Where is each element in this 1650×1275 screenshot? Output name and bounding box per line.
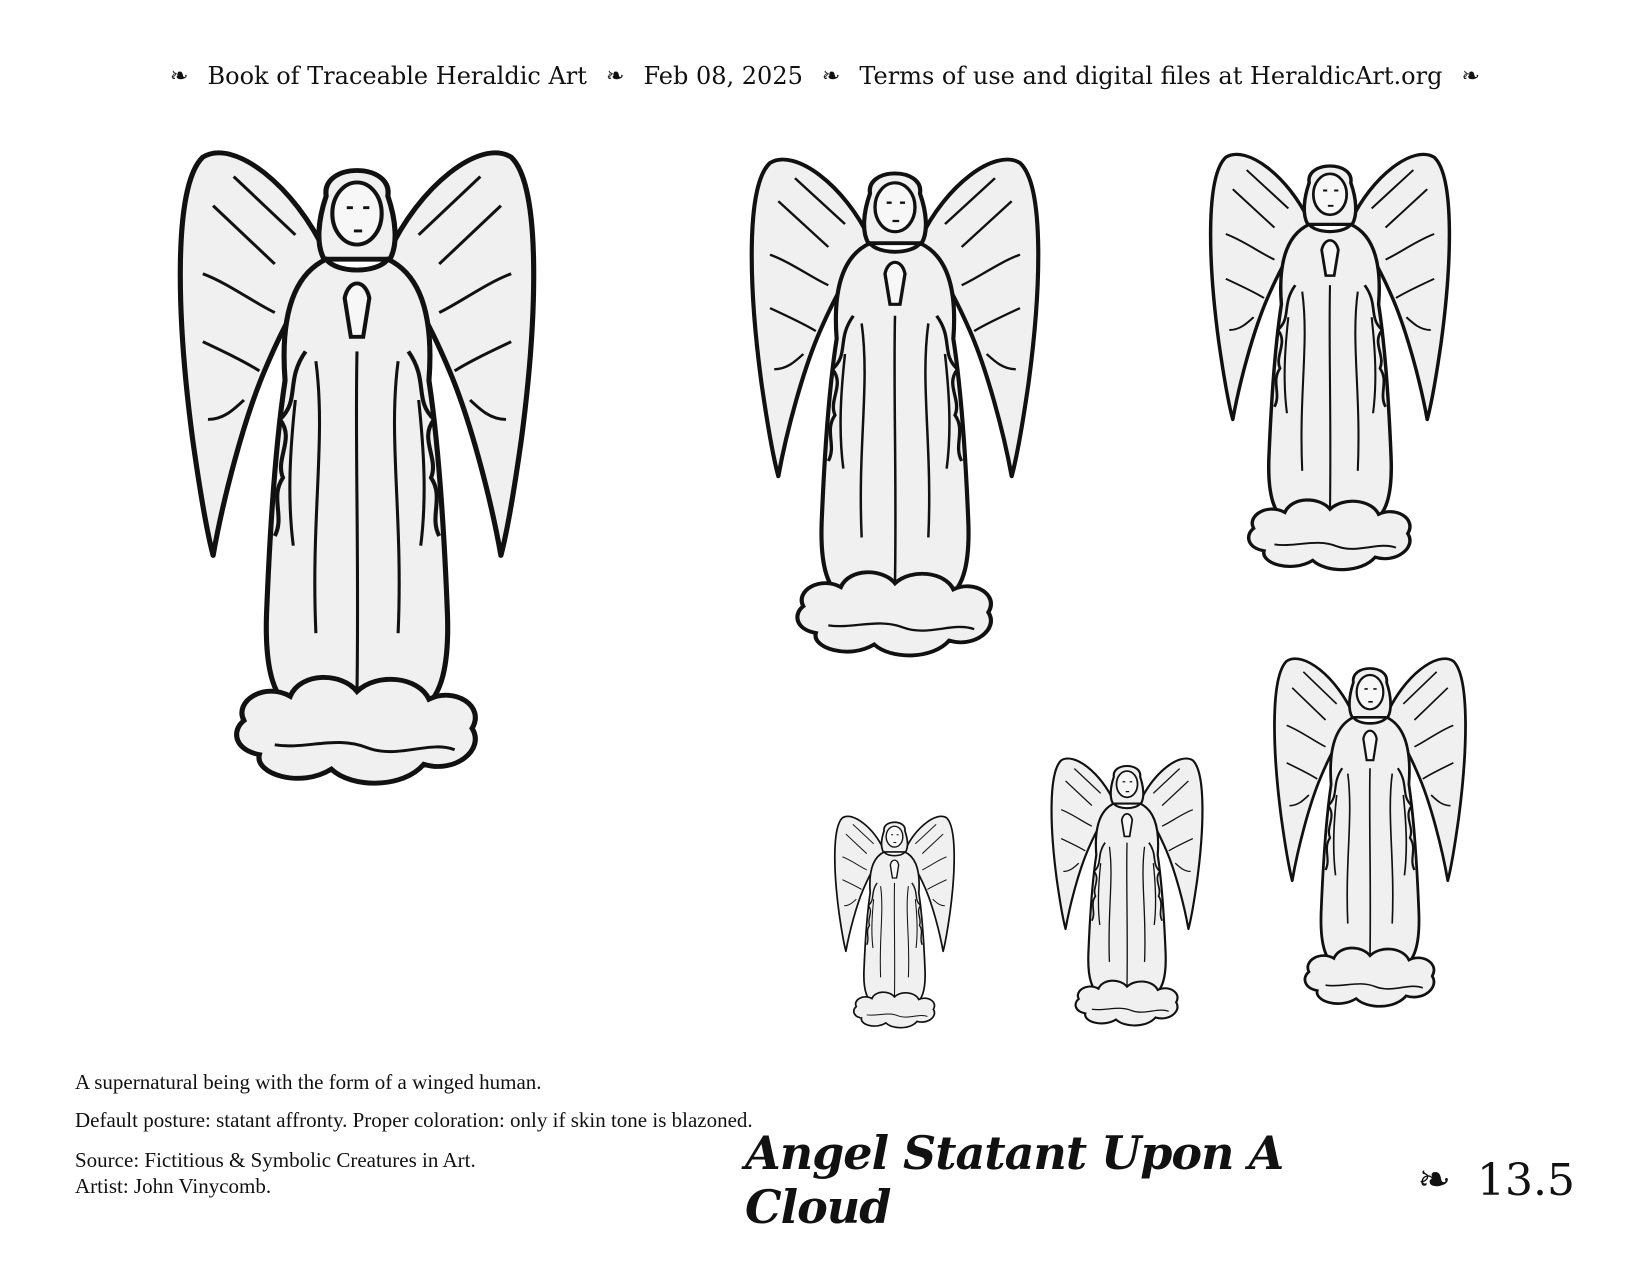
fleuron-icon: ❧ xyxy=(1461,63,1480,89)
fleuron-icon: ❧ xyxy=(605,63,625,89)
angel-small-icon xyxy=(1270,645,1470,1020)
angel-medium-illustration xyxy=(745,140,1045,675)
book-title: Book of Traceable Heraldic Art xyxy=(207,62,587,90)
page-header xyxy=(170,58,1480,94)
terms-text: Terms of use and digital files at HeraldicArt.org xyxy=(859,62,1443,90)
angel-small-illustration xyxy=(1270,645,1470,1020)
angel-smaller-icon xyxy=(1048,748,1206,1036)
angel-medium-small-illustration xyxy=(1205,138,1455,586)
angel-smaller-illustration xyxy=(1048,748,1206,1036)
description-line-1: A supernatural being with the form of a winged human. xyxy=(75,1070,542,1094)
plate-number: 13.5 xyxy=(1477,1154,1575,1206)
angel-medium-small-icon xyxy=(1205,138,1455,586)
angel-tiny-illustration xyxy=(832,808,957,1036)
source-line: Source: Fictitious & Symbolic Creatures in Art. xyxy=(75,1148,476,1172)
fleuron-icon: ❧ xyxy=(821,63,841,89)
angel-large-icon xyxy=(172,128,542,808)
angel-large-illustration xyxy=(172,128,542,808)
header-date: Feb 08, 2025 xyxy=(643,62,803,90)
artist-line: Artist: John Vinycomb. xyxy=(75,1174,272,1198)
angel-tiny-icon xyxy=(832,808,957,1036)
description-line-2: Default posture: statant affronty. Proper coloration: only if skin tone is blazoned. xyxy=(75,1108,753,1132)
plate-title xyxy=(745,1126,1575,1234)
fleuron-icon: ❧ xyxy=(1417,1157,1452,1203)
fleuron-icon: ❧ xyxy=(170,63,189,89)
figure-title: Angel Statant Upon A Cloud xyxy=(745,1126,1284,1234)
angel-medium-icon xyxy=(745,140,1045,675)
